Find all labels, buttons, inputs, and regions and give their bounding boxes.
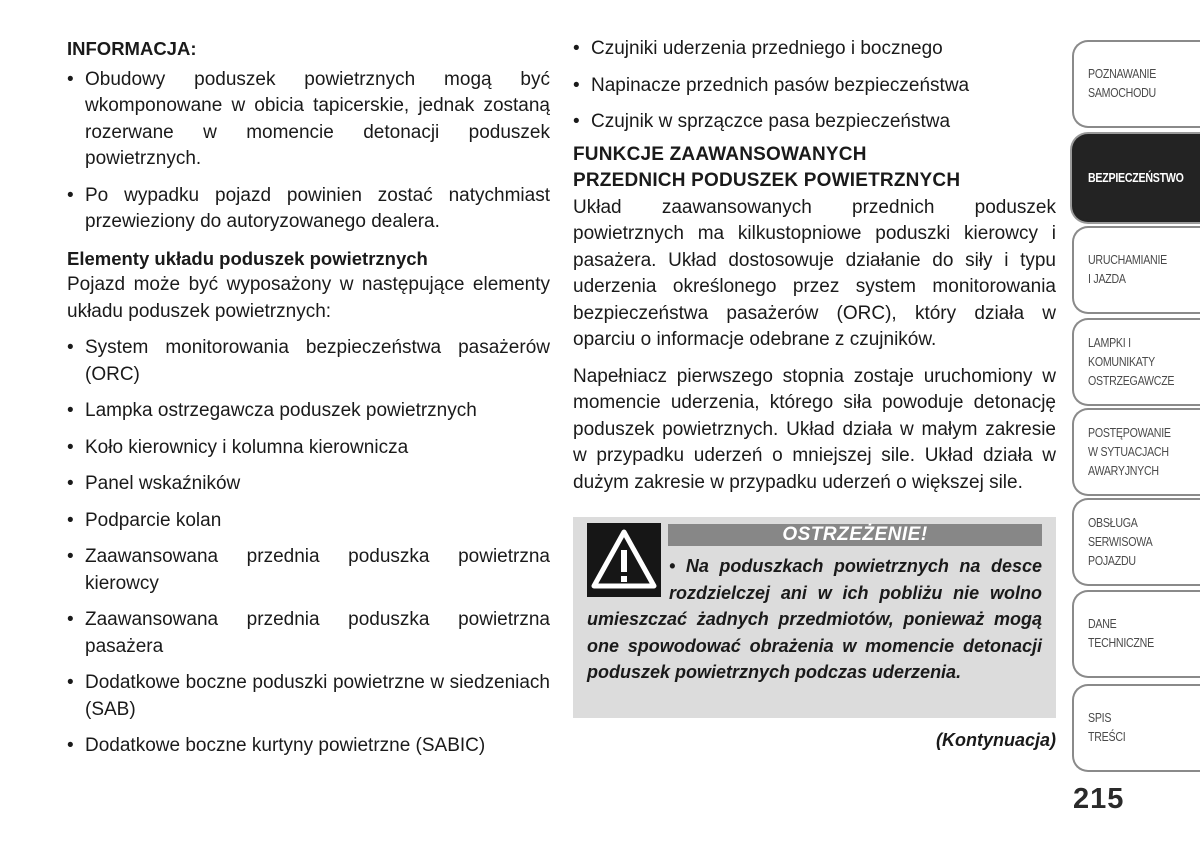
elements-list <box>67 335 550 760</box>
list-item: • Czujnik w sprzączce pasa bezpieczeństwa <box>573 109 1056 136</box>
right-column <box>573 36 1056 496</box>
list-item: • Dodatkowe boczne kurtyny powietrzne (SABIC) <box>67 733 550 760</box>
list-item: • Zaawansowana przednia poduszka powietrzna kierowcy <box>67 544 550 597</box>
list-item: • Czujniki uderzenia przedniego i bocznego <box>573 36 1056 63</box>
tab-lampki-i-komunikaty[interactable]: LAMPKI I KOMUNIKATY OSTRZEGAWCZE <box>1072 318 1200 406</box>
list-item: • Podparcie kolan <box>67 508 550 535</box>
list-item: • Lampka ostrzegawcza poduszek powietrznych <box>67 398 550 425</box>
warning-title: OSTRZEŻENIE! <box>668 524 1042 546</box>
info-list <box>67 67 550 236</box>
left-column <box>67 36 550 760</box>
tab-postepowanie-awaryjne[interactable]: POSTĘPOWANIE W SYTUACJACH AWARYJNYCH <box>1072 408 1200 496</box>
info-heading: INFORMACJA: <box>67 38 197 59</box>
warning-text-block <box>587 553 1042 686</box>
section-heading-line2: PRZEDNICH PODUSZEK POWIETRZNYCH <box>573 170 961 191</box>
sensor-list <box>573 36 1056 136</box>
paragraph: Układ zaawansowanych przednich poduszek powietrznych ma kilkustopniowe poduszki kierowcy i pasażera. Układ dostosowuje działanie do siły i typu uderzenia określonego przez system monitorowania bezpieczeństwa pasażerów (ORC), który działa w oparciu o informacje odebrane z czujników. <box>573 196 1056 350</box>
tab-spis-tresci[interactable]: SPIS TREŚCI <box>1072 684 1200 772</box>
paragraph: Napełniacz pierwszego stopnia zostaje uruchomiony w momencie uderzenia, którego siła powoduje detonację poduszek powietrznych. Układ działa w małym zakresie w przypadku uderzeń o mniejszej sile. Układ działa w dużym zakresie w przypadku uderzeń o większej sile. <box>573 365 1056 493</box>
list-item: • Koło kierownicy i kolumna kierownicza <box>67 435 550 462</box>
list-item: • Napinacze przednich pasów bezpieczeństwa <box>573 73 1056 100</box>
list-item: • Panel wskaźników <box>67 471 550 498</box>
tab-poznawanie-samochodu[interactable]: POZNAWANIE SAMOCHODU <box>1072 40 1200 128</box>
list-item: • System monitorowania bezpieczeństwa pasażerów (ORC) <box>67 335 550 388</box>
section-heading-line1: FUNKCJE ZAAWANSOWANYCH <box>573 143 867 165</box>
section-heading <box>573 142 1056 195</box>
elements-intro: Pojazd może być wyposażony w następujące elementy układu poduszek powietrznych: <box>67 274 550 322</box>
info-item: • Po wypadku pojazd powinien zostać natychmiast przewieziony do autoryzowanego dealera. <box>67 183 550 236</box>
warning-box <box>573 517 1056 718</box>
tab-obsluga-serwisowa[interactable]: OBSŁUGA SERWISOWA POJAZDU <box>1072 498 1200 586</box>
warning-text: • Na poduszkach powietrznych na desce rozdzielczej ani w ich pobliżu nie wolno umieszczać żadnych przedmiotów, ponieważ mogą one spowodować obrażenia w momencie detonacji poduszek powietrznych podczas uderzenia. <box>587 556 1042 682</box>
elements-heading: Elementy układu poduszek powietrznych <box>67 247 428 269</box>
list-item: • Dodatkowe boczne poduszki powietrzne w siedzeniach (SAB) <box>67 670 550 723</box>
tab-bezpieczenstwo[interactable]: BEZPIECZEŃSTWO <box>1072 134 1200 222</box>
page-number: 215 <box>1073 783 1125 815</box>
continuation-label: (Kontynuacja) <box>935 730 1056 750</box>
tab-dane-techniczne[interactable]: DANE TECHNICZNE <box>1072 590 1200 678</box>
list-item: • Zaawansowana przednia poduszka powietrzna pasażera <box>67 607 550 660</box>
tab-uruchamianie-i-jazda[interactable]: URUCHAMIANIE I JAZDA <box>1072 226 1200 314</box>
info-item: • Obudowy poduszek powietrznych mogą być wkomponowane w obicia tapicerskie, jednak zostaną rozerwane w momencie detonacji poduszek powietrznych. <box>67 67 550 173</box>
